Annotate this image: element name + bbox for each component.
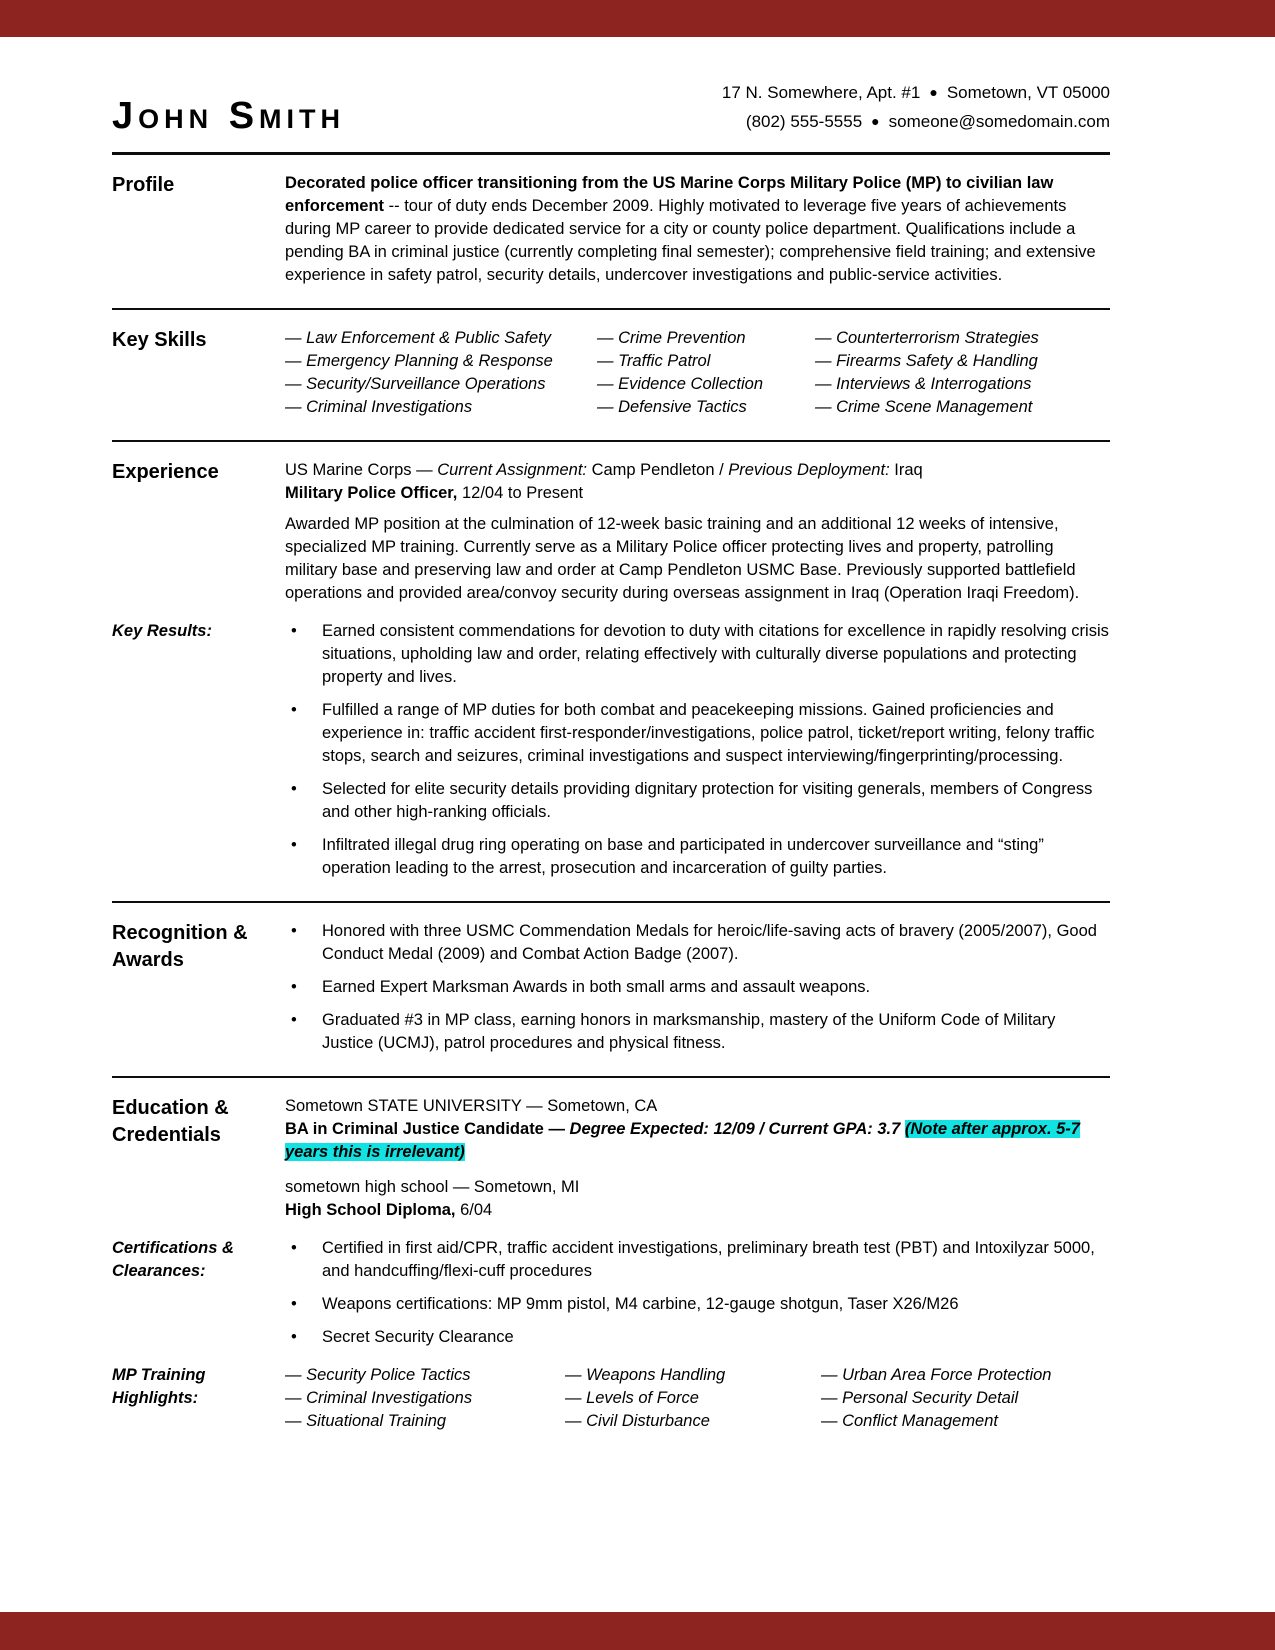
- key-skills-columns: [285, 327, 1110, 419]
- certifications-label-col: [112, 1237, 285, 1349]
- recognition-item: • Earned Expert Marksman Awards in both small arms and assault weapons.: [285, 976, 1110, 999]
- certification-item: • Secret Security Clearance: [285, 1326, 1110, 1349]
- experience-org: US Marine Corps —: [285, 461, 438, 479]
- candidate-name: John Smith: [112, 95, 346, 137]
- key-skills-section: [112, 310, 1110, 442]
- recognition-list: [285, 920, 1110, 1055]
- education-body: [285, 1095, 1110, 1222]
- skill-item: — Security/Surveillance Operations: [285, 375, 546, 393]
- profile-body: [285, 172, 1110, 287]
- degree-line: [285, 1118, 1110, 1164]
- previous-deployment-value: Iraq: [889, 461, 923, 479]
- accent-bar: [0, 1612, 1275, 1650]
- skill-item: — Defensive Tactics: [597, 398, 747, 416]
- experience-summary: Awarded MP position at the culmination of 12-week basic training and an additional 12 weeks of intensive, specialized MP training. Currently serve as a Military Police officer protecting lives and property, patrolling military base and preserving law and order at Camp Pendleton USMC Base. Previously supported battlefield operations and provided area/convoy security during overseas assignment in Iraq (Operation Iraqi Freedom).: [285, 515, 1080, 602]
- skill-item: — Criminal Investigations: [285, 398, 473, 416]
- email: someone@somedomain.com: [888, 112, 1110, 131]
- skill-item: — Interviews & Interrogations: [815, 375, 1032, 393]
- accent-bar: [0, 0, 1275, 37]
- degree-title: BA in Criminal Justice Candidate —: [285, 1120, 570, 1138]
- skill-item: — Evidence Collection: [597, 375, 763, 393]
- training-column-2: [565, 1364, 821, 1433]
- contact-line-2: [722, 107, 1110, 136]
- university-line: Sometown STATE UNIVERSITY — Sometown, CA: [285, 1097, 658, 1115]
- phone: (802) 555-5555: [745, 112, 863, 131]
- training-item: — Conflict Management: [821, 1412, 998, 1430]
- recognition-item: • Graduated #3 in MP class, earning honors in marksmanship, mastery of the Uniform Code of Military Justice (UCMJ), patrol procedures and physical fitness.: [285, 1009, 1110, 1055]
- training-item: — Levels of Force: [565, 1389, 699, 1407]
- key-skills-column-1: [285, 327, 597, 419]
- resume-content: [0, 78, 1275, 1454]
- key-result-item: • Fulfilled a range of MP duties for both combat and peacekeeping missions. Gained proficiencies and experience in: traffic accident first-responder/investigations, police patrol, ticket/report writing, felony traffic stops, search and seizures, criminal investigations and suspect interviewing/fingerprinting/processing.: [285, 699, 1110, 768]
- gpa-note-highlight: (Note after approx. 5-7 years this is irrelevant): [285, 1120, 1080, 1161]
- training-item: — Security Police Tactics: [285, 1366, 471, 1384]
- current-assignment-value: Camp Pendleton /: [587, 461, 729, 479]
- highschool-line: sometown high school — Sometown, MI: [285, 1178, 580, 1196]
- training-item: — Criminal Investigations: [285, 1389, 473, 1407]
- key-skills-heading: Key Skills: [112, 329, 207, 351]
- certifications-label: Certifications & Clearances:: [112, 1239, 234, 1280]
- key-result-item: • Earned consistent commendations for devotion to duty with citations for excellence in rapidly resolving crisis situations, upholding law and order, relating effectively with culturally diverse populations and protecting property and lives.: [285, 620, 1110, 689]
- training-item: — Urban Area Force Protection: [821, 1366, 1052, 1384]
- certifications-list: [285, 1237, 1110, 1349]
- recognition-heading: Recognition & Awards: [112, 922, 248, 971]
- experience-label-col: [112, 459, 285, 605]
- job-dates: 12/04 to Present: [457, 484, 584, 502]
- recognition-label-col: [112, 920, 285, 1055]
- address: 17 N. Somewhere, Apt. #1: [721, 83, 921, 102]
- city-state-zip: Sometown, VT 05000: [946, 83, 1110, 102]
- skill-item: — Crime Prevention: [597, 329, 746, 347]
- key-result-item: • Selected for elite security details providing dignitary protection for visiting generals, members of Congress and other high-ranking officials.: [285, 778, 1110, 824]
- experience-heading: Experience: [112, 461, 219, 483]
- job-title: Military Police Officer,: [285, 484, 458, 502]
- education-label-col: [112, 1095, 285, 1222]
- profile-label-col: [112, 172, 285, 287]
- header: [112, 78, 1110, 155]
- skill-item: — Traffic Patrol: [597, 352, 711, 370]
- key-results-list: [285, 620, 1110, 880]
- bullet-separator-icon: ●: [871, 113, 880, 129]
- current-assignment-label: Current Assignment:: [437, 461, 587, 479]
- key-skills-column-3: [815, 327, 1110, 419]
- training-label-col: [112, 1364, 285, 1433]
- experience-body: [285, 459, 1110, 605]
- skill-item: — Emergency Planning & Response: [285, 352, 553, 370]
- experience-section: [112, 442, 1110, 903]
- training-item: — Civil Disturbance: [565, 1412, 710, 1430]
- skill-item: — Crime Scene Management: [815, 398, 1033, 416]
- training-label: MP Training Highlights:: [112, 1366, 206, 1407]
- certification-item: • Certified in first aid/CPR, traffic accident investigations, preliminary breath test (PBT) and Intoxilyzar 5000, and handcuffing/flexi-cuff procedures: [285, 1237, 1110, 1283]
- skill-item: — Law Enforcement & Public Safety: [285, 329, 551, 347]
- key-skills-column-2: [597, 327, 815, 419]
- training-column-3: [821, 1364, 1110, 1433]
- profile-text: -- tour of duty ends December 2009. Highly motivated to leverage five years of achievements during MP career to provide dedicated service for a city or county police department. Qualifications include a pending BA in criminal justice (currently completing final semester); comprehensive field training; and extensive experience in safety patrol, security details, undercover investigations and public-service activities.: [285, 197, 1096, 284]
- key-result-item: • Infiltrated illegal drug ring operating on base and participated in undercover surveillance and “sting” operation leading to the arrest, prosecution and incarceration of guilty parties.: [285, 834, 1110, 880]
- degree-detail: Degree Expected: 12/09 / Current GPA: 3.7: [569, 1120, 905, 1138]
- diploma-line: [285, 1199, 1110, 1222]
- training-item: — Personal Security Detail: [821, 1389, 1019, 1407]
- diploma-title: High School Diploma,: [285, 1201, 456, 1219]
- training-columns: [285, 1364, 1110, 1433]
- certification-item: • Weapons certifications: MP 9mm pistol, M4 carbine, 12-gauge shotgun, Taser X26/M26: [285, 1293, 1110, 1316]
- profile-heading: Profile: [112, 174, 175, 196]
- key-skills-label-col: [112, 327, 285, 419]
- training-item: — Situational Training: [285, 1412, 447, 1430]
- training-item: — Weapons Handling: [565, 1366, 726, 1384]
- diploma-date: 6/04: [455, 1201, 493, 1219]
- skill-item: — Counterterrorism Strategies: [815, 329, 1039, 347]
- experience-org-line: [285, 459, 1110, 482]
- profile-lead: Decorated police officer transitioning from the US Marine Corps Military Police (MP) to civilian law enforcement: [285, 174, 1054, 215]
- key-results-label-col: [112, 620, 285, 880]
- recognition-item: • Honored with three USMC Commendation Medals for heroic/life-saving acts of bravery (2005/2007), Good Conduct Medal (2009) and Combat Action Badge (2007).: [285, 920, 1110, 966]
- profile-section: [112, 155, 1110, 310]
- experience-title-line: [285, 482, 1110, 505]
- contact-line-1: [722, 78, 1110, 107]
- bullet-separator-icon: ●: [929, 84, 938, 100]
- contact-block: [722, 78, 1110, 136]
- education-section: [112, 1078, 1110, 1454]
- education-heading: Education & Credentials: [112, 1097, 229, 1146]
- key-results-label: Key Results:: [112, 622, 212, 640]
- skill-item: — Firearms Safety & Handling: [815, 352, 1038, 370]
- previous-deployment-label: Previous Deployment:: [728, 461, 890, 479]
- spacer: [285, 505, 1110, 513]
- spacer: [285, 1164, 1110, 1176]
- recognition-section: [112, 903, 1110, 1078]
- training-column-1: [285, 1364, 565, 1433]
